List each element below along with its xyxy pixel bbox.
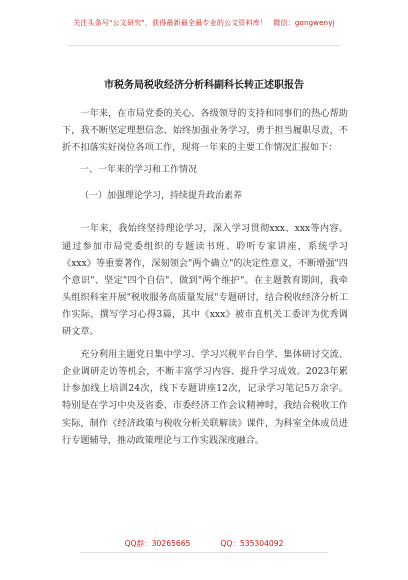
banner-wechat-text: 微信：gongwenyj <box>273 19 335 27</box>
footer-divider <box>80 552 328 553</box>
header-divider <box>68 45 340 46</box>
paragraph-study-results: 充分利用主题党日集中学习、学习兴税平台自学、集体研讨交流、企业调研走访等机会，不断丰富学习内容、提升学习成效。2023年累计参加线上培训24次，线下专题讲座12次，记录学习笔记5万余字。特别是在学习中央及省委、市委经济工作会议精神时，我结合税收工作实际，制作《经济政策与税收分析关联解读》课件，为科室全体成员进行专题辅导，推动政策理论与工作实践深度融合。 <box>62 349 348 446</box>
footer-qq-group: QQ群：30265665 <box>124 539 191 548</box>
footer-contact <box>0 538 408 549</box>
paragraph-intro: 一年来，在市局党委的关心、各级领导的支持和同事们的热心帮助下，我不断坚定理想信念、始终加强业务学习，勇于担当履职尽责，不折不扣落实好岗位各项工作，现将一年来的主要工作情况汇报如下： <box>62 108 348 154</box>
header-banner <box>0 18 408 28</box>
paragraph-theory-study: 一年来，我始终坚持理论学习，深入学习贯彻xxx、xxx等内容。通过参加市局党委组织的专题读书班、聆听专家讲座，系统学习《xxx》等重要著作，深刻领会"两个确立"的决定性意义，不断增强"四个意识"、坚定"四个自信"、做到"两个维护"。在主题教育期间，我牵头组织科室开展"税收服务高质量发展"专题研讨，结合税收经济分析工作实际，撰写学习心得3篇，其中《xxx》被市直机关工委评为优秀调研文章。 <box>62 223 348 338</box>
footer-qq: QQ：535304092 <box>220 539 284 548</box>
subsection-heading: （一）加强理论学习，持续提升政治素养 <box>80 191 243 202</box>
section-heading: 一、一年来的学习和工作情况 <box>80 165 198 176</box>
banner-promo-text: 关注头条号"公文研究"，获得最新最全最专业的公文资料库！ <box>73 19 268 27</box>
document-title: 市税务局税收经济分析科副科长转正述职报告 <box>104 80 304 91</box>
document-body <box>62 105 348 449</box>
